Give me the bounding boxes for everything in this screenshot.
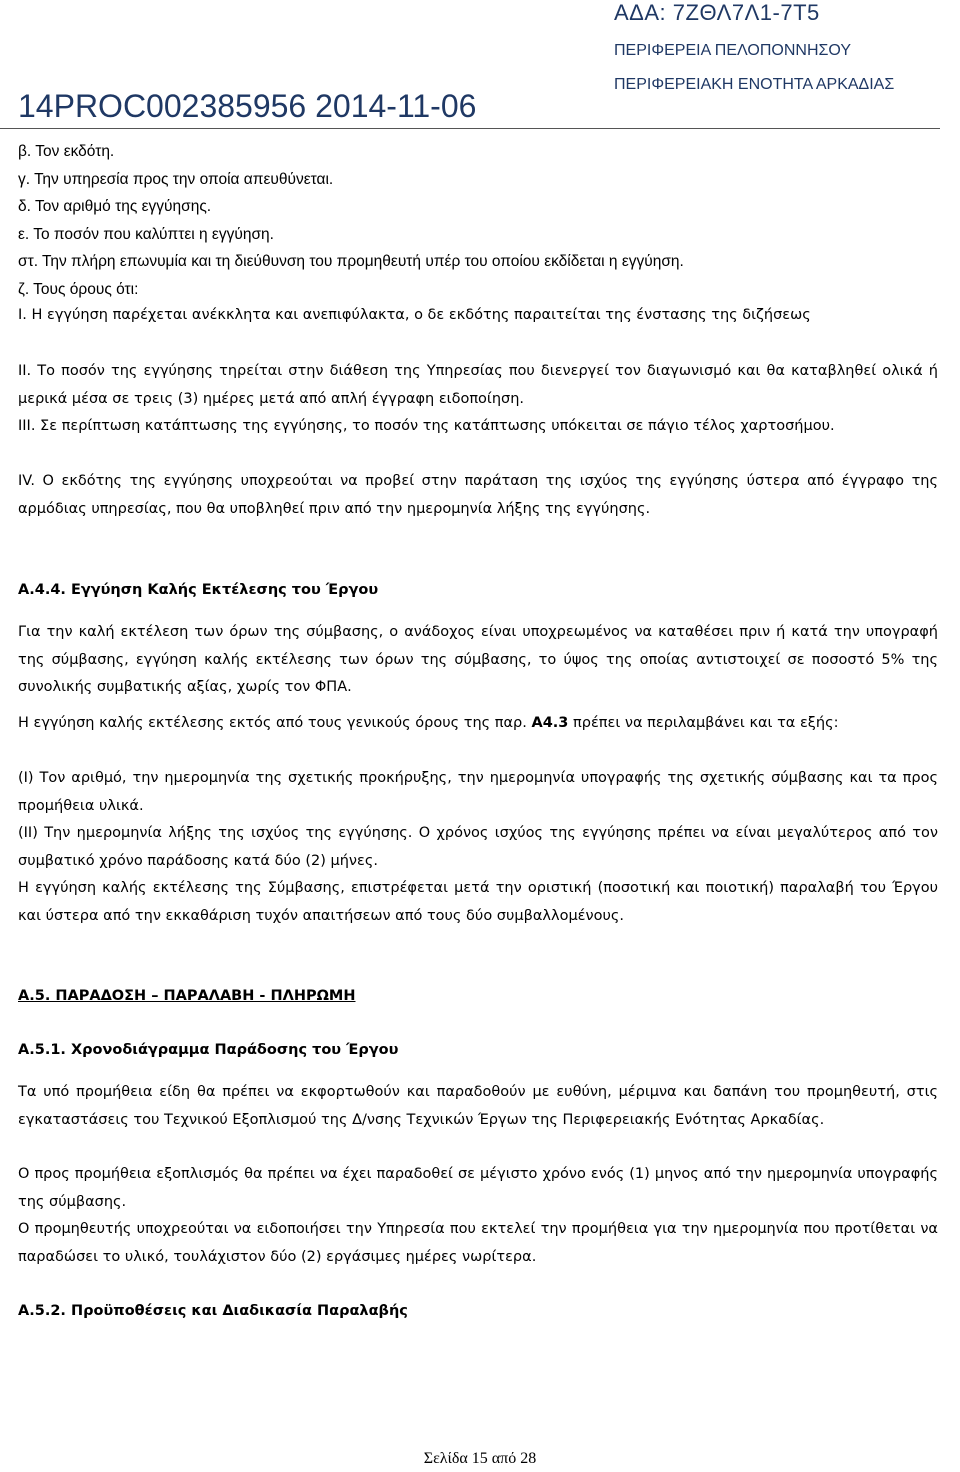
term-i: I. Η εγγύηση παρέχεται ανέκκλητα και ανεπιφύλακτα, ο δε εκδότης παραιτείται της ένστασης της διζήσεως xyxy=(18,307,811,323)
section-heading-a44: Α.4.4. Εγγύηση Καλής Εκτέλεσης του Έργου xyxy=(18,582,379,598)
guarantee-contents-list xyxy=(18,138,684,303)
paragraph: Η εγγύηση καλής εκτέλεσης της Σύμβασης, επιστρέφεται μετά την οριστική (ποσοτική και ποιοτική) παραλαβή του Έργου και ύστερα από την εκκαθάριση τυχόν απαιτήσεων από τους δύο συμβαλλομένους. xyxy=(18,880,938,924)
paragraph xyxy=(18,710,938,738)
paragraph: Ο προς προμήθεια εξοπλισμός θα πρέπει να έχει παραδοθεί σε μέγιστο χρόνο ενός (1) μηνος από την ημερομηνία υπογραφής της σύμβασης. xyxy=(18,1166,938,1210)
header-regional-unit: ΠΕΡΙΦΕΡΕΙΑΚΗ ΕΝΟΤΗΤΑ ΑΡΚΑΔΙΑΣ xyxy=(614,76,895,93)
list-item: β. Τον εκδότη. xyxy=(18,143,115,160)
header-divider xyxy=(0,128,940,129)
header-doc-code: 14PROC002385956 2014-11-06 xyxy=(18,88,477,124)
paragraph-text: πρέπει να περιλαμβάνει και τα εξής: xyxy=(573,715,839,731)
term-ii: II. Το ποσόν της εγγύησης τηρείται στην διάθεση της Υπηρεσίας που διενεργεί τον διαγωνισμό και θα καταβληθεί ολικά ή μερικά μέσα σε τρεις (3) ημέρες μετά από απλή έγγραφη ειδοποίηση. xyxy=(18,363,938,407)
paragraph: Ο προμηθευτής υποχρεούται να ειδοποιήσει την Υπηρεσία που εκτελεί την προμήθεια για την ημερομηνία που προτίθεται να παραδώσει το υλικό, τουλάχιστον δύο (2) εργάσιμες ημέρες νωρίτερα. xyxy=(18,1221,938,1265)
term-iii: III. Σε περίπτωση κατάπτωσης της εγγύησης, το ποσόν της κατάπτωσης υπόκειται σε πάγιο τέλος χαρτοσήμου. xyxy=(18,418,835,434)
paragraph: (ΙΙ) Την ημερομηνία λήξης της ισχύος της εγγύησης. Ο χρόνος ισχύος της εγγύησης πρέπει να είναι μεγαλύτερος από τον συμβατικό χρόνο παράδοσης κατά δύο (2) μήνες. xyxy=(18,825,938,869)
paragraph-text: Η εγγύηση καλής εκτέλεσης εκτός από τους γενικούς όρους της παρ. xyxy=(18,715,527,731)
paragraph: Τα υπό προμήθεια είδη θα πρέπει να εκφορτωθούν και παραδοθούν με ευθύνη, μέριμνα και δαπάνη του προμηθευτή, στις εγκαταστάσεις του Τεχνικού Εξοπλισμού της Δ/νσης Τεχνικών Έργων της Περιφερειακής Ενότητας Αρκαδίας. xyxy=(18,1084,938,1128)
header-region: ΠΕΡΙΦΕΡΕΙΑ ΠΕΛΟΠΟΝΝΗΣΟΥ xyxy=(614,42,851,59)
section-heading-a52: Α.5.2. Προϋποθέσεις και Διαδικασία Παραλαβής xyxy=(18,1303,408,1319)
paragraph: Για την καλή εκτέλεση των όρων της σύμβασης, ο ανάδοχος είναι υποχρεωμένος να καταθέσει πριν ή κατά την υπογραφή της σύμβασης, εγγύηση καλής εκτέλεσης των όρων της σύμβασης, το ύψος της οποίας αντιστοιχεί σε ποσοστό 5% της συνολικής συμβατικής αξίας, χωρίς τον ΦΠΑ. xyxy=(18,624,938,695)
term-iv: IV. Ο εκδότης της εγγύησης υποχρεούται να προβεί στην παράταση της ισχύος της εγγύησης ύστερα από έγγραφο της αρμόδιας υπηρεσίας, που θα υποβληθεί πριν από την ημερομηνία λήξης της εγγύησης. xyxy=(18,473,938,517)
section-heading-a5: Α.5. ΠΑΡΑΔΟΣΗ – ΠΑΡΑΛΑΒΗ - ΠΛΗΡΩΜΗ xyxy=(18,988,356,1004)
list-item: ε. Το ποσόν που καλύπτει η εγγύηση. xyxy=(18,225,274,243)
section-heading-a51: Α.5.1. Χρονοδιάγραμμα Παράδοσης του Έργου xyxy=(18,1042,399,1058)
list-item: ζ. Τους όρους ότι: xyxy=(18,280,139,298)
list-item: δ. Τον αριθμό της εγγύησης. xyxy=(18,198,212,215)
header-ada: ΑΔΑ: 7ΖΘΛ7Λ1-7Τ5 xyxy=(614,0,820,25)
paragraph: (Ι) Τον αριθμό, την ημερομηνία της σχετικής προκήρυξης, την ημερομηνία υπογραφής της σχετικής σύμβασης και τα προς προμήθεια υλικά. xyxy=(18,770,938,814)
list-item: στ. Την πλήρη επωνυμία και τη διεύθυνση του προμηθευτή υπέρ του οποίου εκδίδεται η εγγύηση. xyxy=(18,253,684,270)
paragraph-reference: Α4.3 xyxy=(531,715,569,731)
page-number: Σελίδα 15 από 28 xyxy=(423,1450,537,1467)
list-item: γ. Την υπηρεσία προς την οποία απευθύνεται. xyxy=(18,170,334,188)
